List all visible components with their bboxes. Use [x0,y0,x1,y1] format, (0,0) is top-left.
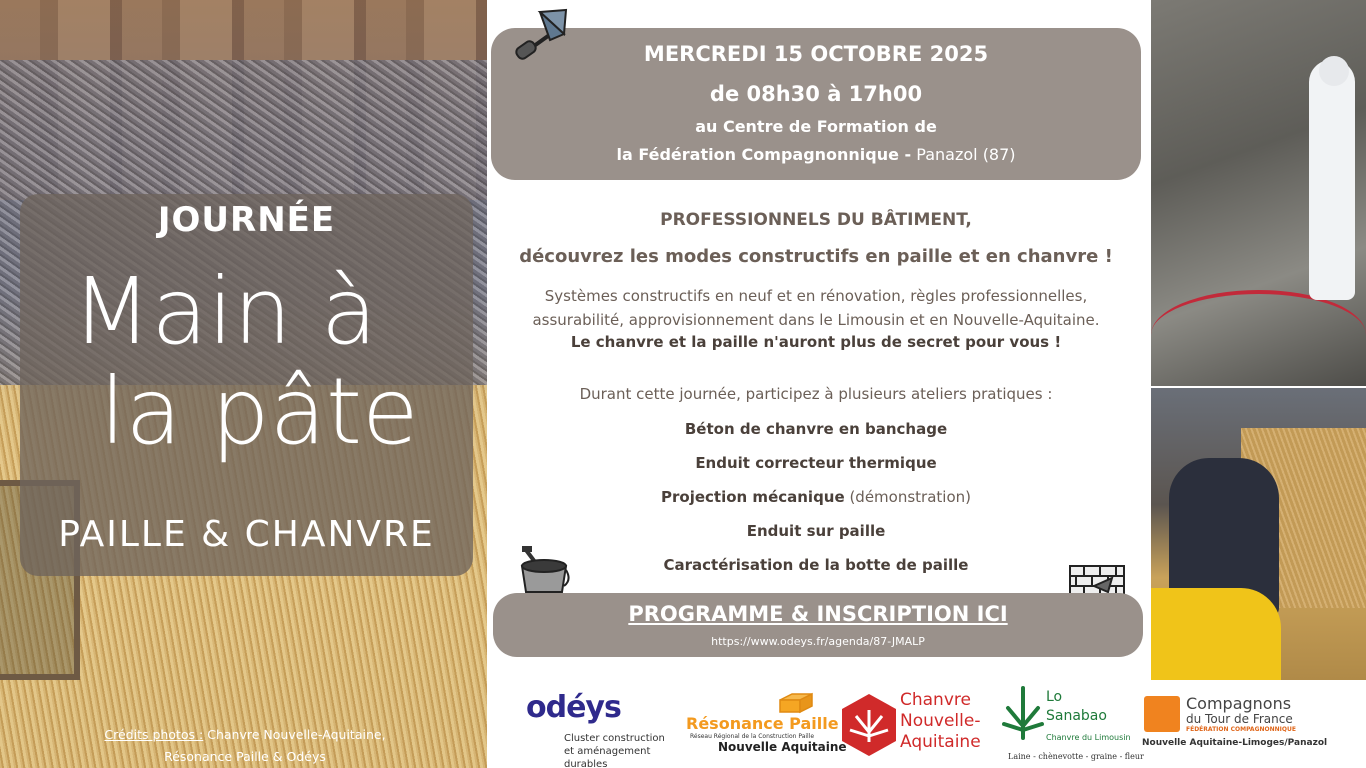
spray-plaster-photo [1151,0,1366,386]
photo-credits [80,724,410,768]
sanabao-sub: Chanvre du Limousin [1046,733,1131,742]
description-paragraph [491,284,1141,332]
description-line1: Systèmes constructifs en neuf et en rénovation, règles professionnelles, [544,287,1088,305]
discover-heading: découvrez les modes constructifs en paille et en chanvre ! [519,246,1113,267]
sanabao-name [1046,688,1107,726]
straw-plaster-photo [1151,388,1366,680]
credits-text1: Chanvre Nouvelle-Aquitaine, [207,727,386,742]
event-type-label: JOURNÉE [157,200,336,240]
compagnons-line3: FÉDÉRATION COMPAGNONNIQUE [1186,726,1296,733]
hose-shape [1151,290,1366,380]
chanvre-na-line1: Chanvre [900,690,971,710]
odeys-tag1: Cluster construction [564,733,665,744]
workshop-item: Enduit correcteur thermique [695,454,937,472]
event-venue-line2 [491,145,1141,164]
credits-text2: Résonance Paille & Odéys [164,749,326,764]
sanabao-line2: Sanabao [1046,708,1107,724]
sanabao-tagline: Laine - chènevotte - graine - fleur [1008,752,1144,761]
workshop-item: Caractérisation de la botte de paille [663,556,969,574]
main-title-line2: la pâte [100,358,419,465]
event-date: MERCREDI 15 OCTOBRE 2025 [643,42,989,66]
compagnons-emblem-icon [1144,696,1180,732]
event-hours: de 08h30 à 17h00 [709,82,923,106]
main-title [72,258,432,465]
worker-head-shape [1319,56,1349,86]
sanabao-line1: Lo [1046,689,1063,705]
credits-label: Crédits photos : [104,727,204,742]
audience-heading: PROFESSIONNELS DU BÂTIMENT, [660,210,972,230]
compagnons-line1: Compagnons [1186,694,1292,713]
event-venue-line1: au Centre de Formation de [695,117,937,136]
resonance-name: Résonance Paille [686,714,839,733]
chanvre-na-line2: Nouvelle- [900,711,981,731]
resonance-region: Nouvelle Aquitaine [718,740,847,754]
odeys-tagline [564,732,691,768]
venue-place: Panazol (87) [911,145,1016,164]
bucket-icon [516,540,572,596]
workshop-item [491,488,1141,506]
odeys-tag2: et aménagement durables [564,746,651,768]
chanvre-na-text [900,690,981,753]
tagline: Le chanvre et la paille n'auront plus de secret pour vous ! [570,333,1062,351]
compagnons-line4: Nouvelle Aquitaine-Limoges/Panazol [1142,738,1328,748]
workshop-item-note: (démonstration) [844,488,971,506]
workshops-intro: Durant cette journée, participez à plusieurs ateliers pratiques : [579,385,1053,403]
program-signup-link[interactable]: PROGRAMME & INSCRIPTION ICI [628,602,1008,626]
chanvre-na-line3: Aquitaine [900,732,981,752]
resonance-sub: Réseau Régional de la Construction Paille [690,733,815,740]
straw-bale-icon [778,692,814,714]
lo-sanabao-logo [1000,684,1144,764]
workshop-item: Enduit sur paille [746,522,886,540]
wheelbarrow-shape [1151,588,1281,680]
program-url[interactable]: https://www.odeys.fr/agenda/87-JMALP [711,635,925,648]
worker-shape [1309,60,1355,300]
venue-name: la Fédération Compagnonnique - [616,145,912,164]
hemp-leaf-icon [840,692,898,758]
workshop-item: Béton de chanvre en banchage [684,420,948,438]
main-title-line1: Main à [72,258,378,365]
compagnons-line2: du Tour de France [1186,712,1293,726]
odeys-brand: odéys [526,690,621,725]
description-line2: assurabilité, approvisionnement dans le Limousin et en Nouvelle-Aquitaine. [532,311,1100,329]
subtitle: PAILLE & CHANVRE [58,514,435,555]
compagnons-logo [1142,694,1328,754]
resonance-paille-logo [686,692,847,760]
odeys-logo [526,690,691,768]
chanvre-nouvelle-aquitaine-logo [840,690,990,760]
cannabis-leaf-icon [1000,686,1046,740]
workshop-item-label: Projection mécanique [661,488,845,506]
